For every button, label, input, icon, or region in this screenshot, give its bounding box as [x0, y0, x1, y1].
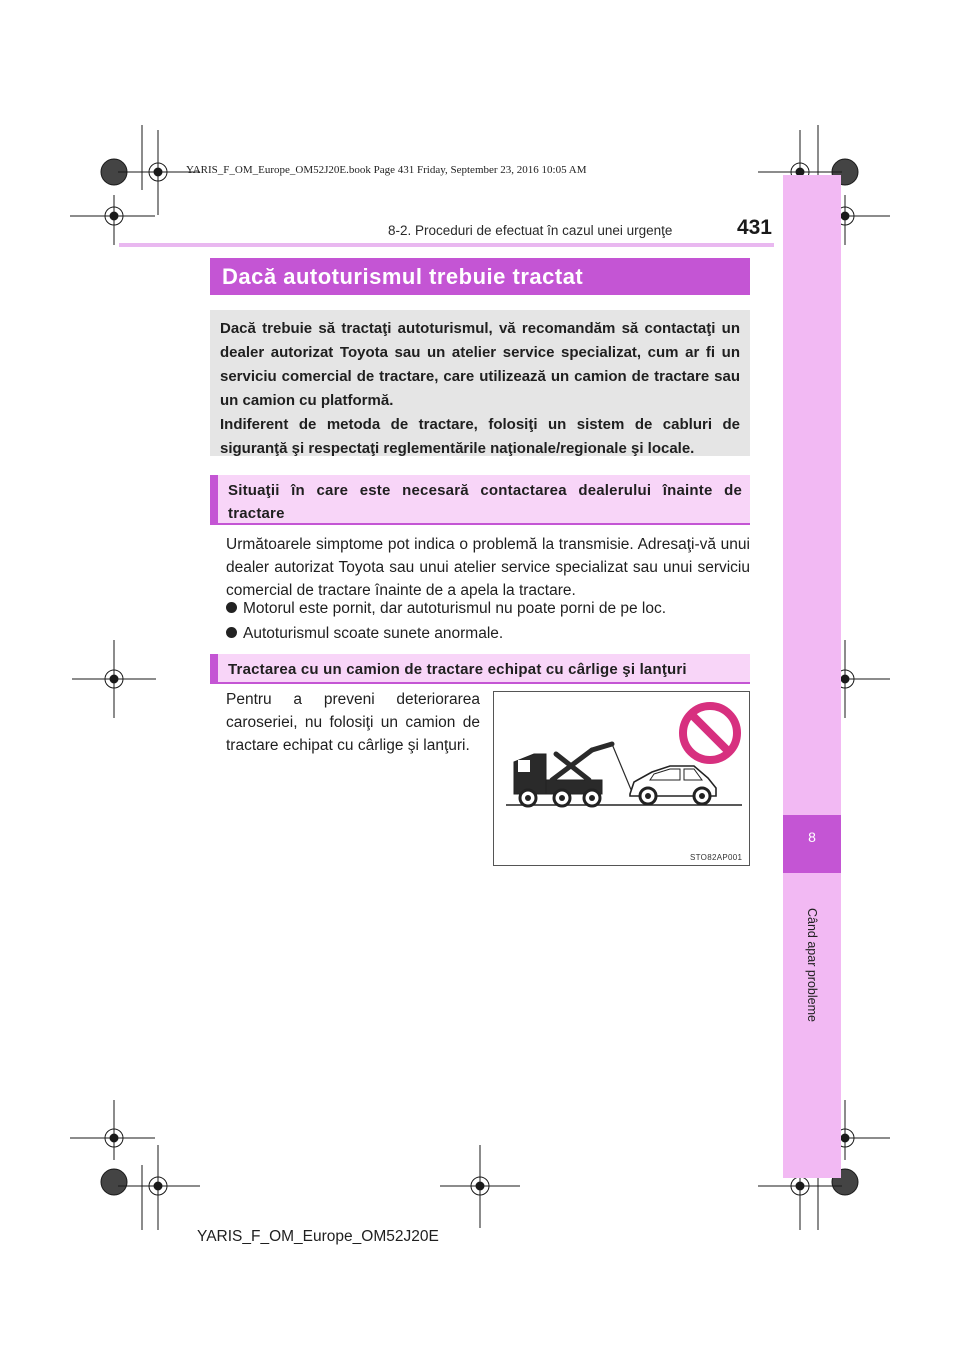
bullet-dot [226, 602, 237, 613]
page-title: Dacă autoturismul trebuie tractat [222, 264, 584, 289]
bullet-dot [226, 627, 237, 638]
header-divider [119, 243, 774, 247]
section-1-body: Următoarele simptome pot indica o problemă la transmisie. Adresaţi-vă unui dealer autorizat Toyota sau unui atelier service specializat sau unui serviciu comercial de tractare înainte de a apela la tractare. [226, 536, 750, 599]
section-2-body: Pentru a preveni deteriorarea caroseriei, nu folosiţi un camion de tractare echipat cu cârlige şi lanţuri. [226, 691, 480, 754]
book-stamp: YARIS_F_OM_Europe_OM52J20E.book Page 431 Friday, September 23, 2016 10:05 AM [186, 164, 587, 176]
bullet-text: Motorul este pornit, dar autoturismul nu poate porni de pe loc. [243, 600, 667, 617]
bullet-item [226, 622, 503, 645]
section-2-heading: Tractarea cu un camion de tractare echipat cu cârlige şi lanţuri [228, 661, 687, 678]
intro-paragraph-2: Indiferent de metoda de tractare, folosiţi un sistem de cabluri de siguranţă şi respectaţi reglementările naţionale/regionale şi locale. [220, 416, 740, 457]
section-header: 8-2. Proceduri de efectuat în cazul unei urgenţe [388, 223, 673, 238]
figure-code: STO82AP001 [690, 853, 743, 862]
footer-doc-id: YARIS_F_OM_Europe_OM52J20E [197, 1228, 439, 1245]
prohibition-icon [683, 706, 737, 760]
chapter-side-tab [783, 175, 841, 1178]
bullet-text: Autoturismul scoate sunete anormale. [243, 625, 504, 642]
intro-box [210, 310, 750, 456]
section-1-heading: Situaţii în care este necesară contactarea dealerului înainte de tractare [228, 482, 742, 522]
intro-paragraph-1: Dacă trebuie să tractaţi autoturismul, vă recomandăm să contactaţi un dealer autorizat Toyota sau un atelier service specializat, cum ar fi un serviciu comercial de tractare, care utilizează un camion de tractare sau un camion cu platformă. [220, 320, 740, 409]
tow-truck-drawing [494, 692, 749, 865]
section-1-heading-box [210, 475, 750, 525]
tow-truck-illustration [493, 691, 750, 866]
chapter-label: Când apar probleme [805, 908, 819, 1022]
page-number: 431 [736, 216, 772, 239]
bullet-item [226, 597, 666, 620]
chapter-number: 8 [783, 815, 841, 873]
section-2-heading-box [210, 654, 750, 684]
